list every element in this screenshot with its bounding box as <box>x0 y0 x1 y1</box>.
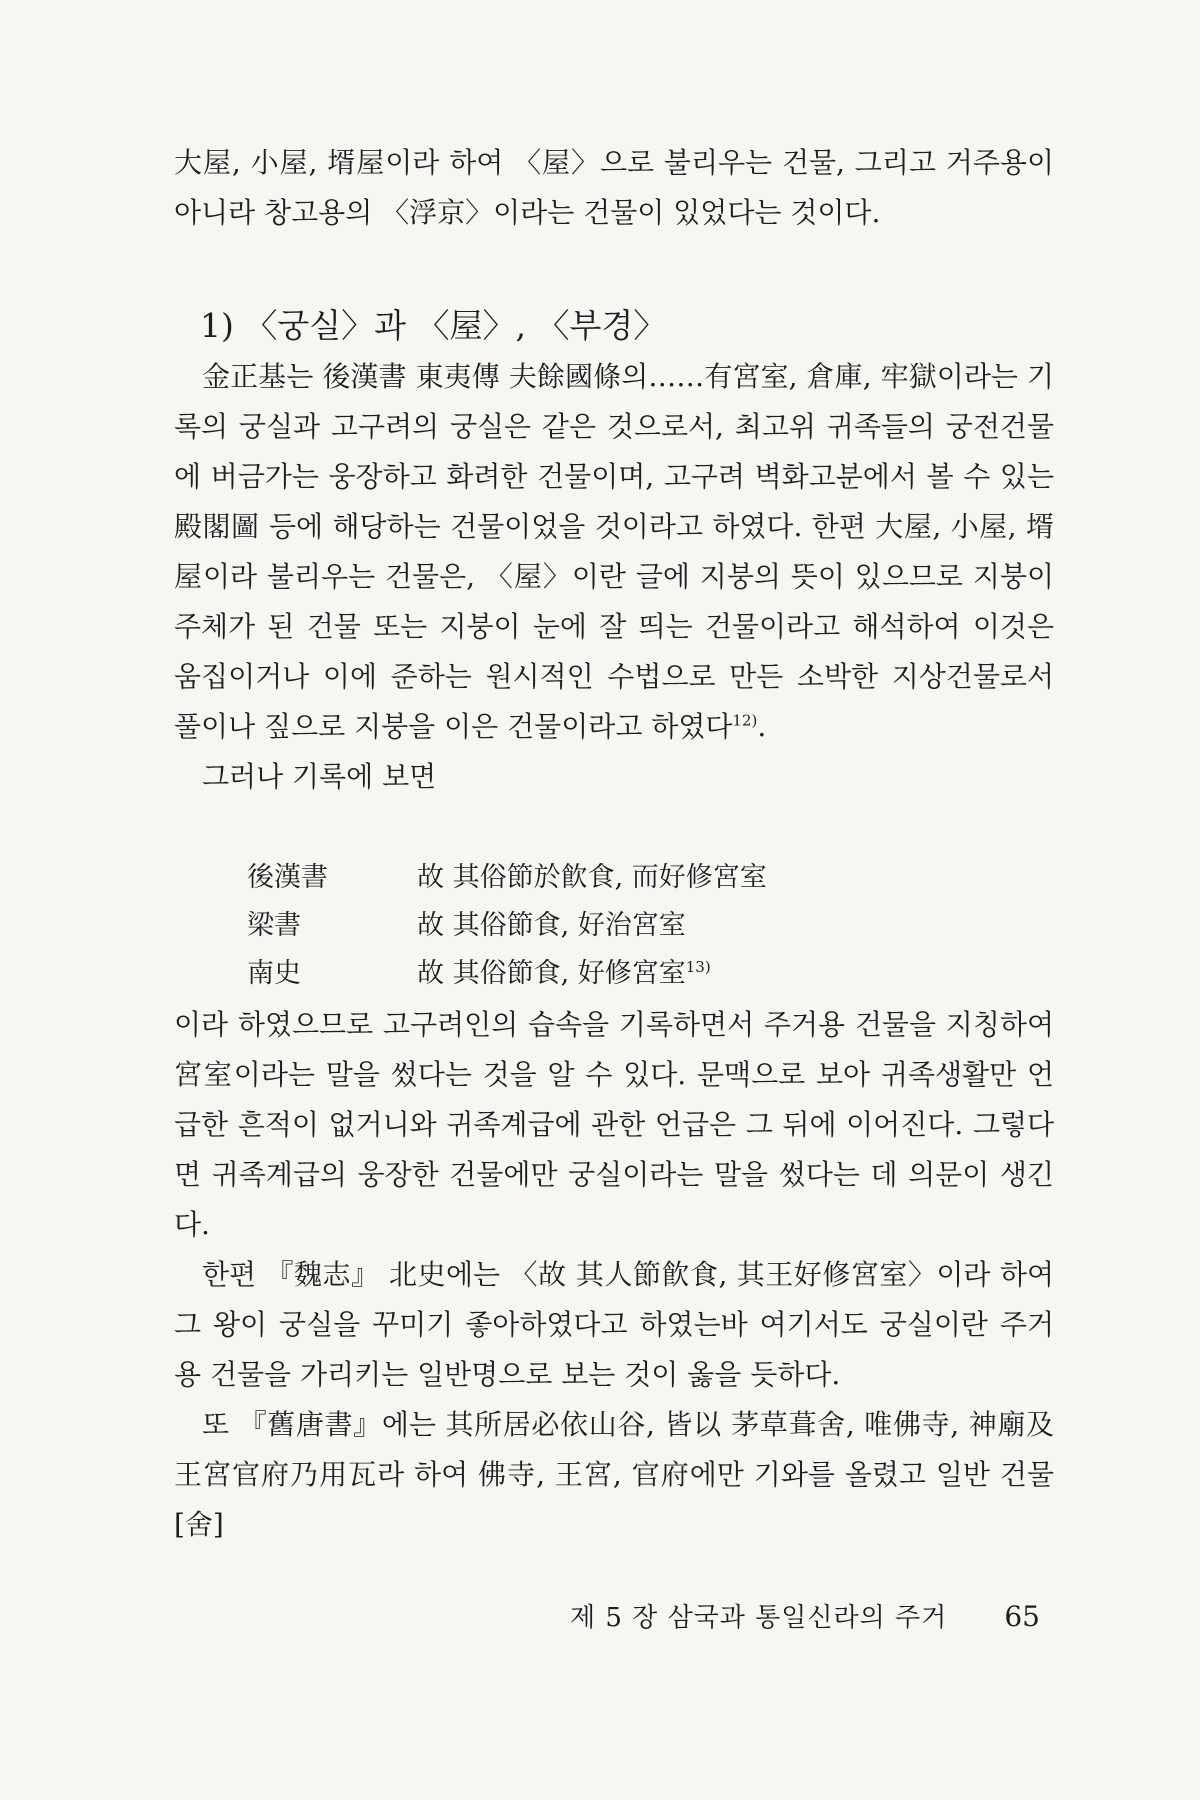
paragraph-end: . <box>757 710 767 743</box>
footnote-ref: 12) <box>732 711 758 730</box>
paragraph-records-intro: 그러나 기록에 보면 <box>202 760 437 793</box>
quote-row <box>247 946 767 994</box>
quote-text-body: 故 其俗節於飮食, 而好修宮室 <box>417 861 767 893</box>
page-number: 65 <box>1004 1600 1040 1633</box>
quote-text <box>417 898 767 946</box>
paragraph-kim-jeonggi <box>174 352 1054 752</box>
page-footer <box>570 1597 1040 1634</box>
quote-source: 南史 <box>247 957 301 989</box>
body-block-1 <box>174 352 1054 802</box>
paragraph-text: 金正基는 後漢書 東夷傳 夫餘國條의……有宮室, 倉庫, 牢獄이라는 기록의 궁실과 고구려의 궁실은 같은 것으로서, 최고위 귀족들의 궁전건물에 버금가는 웅장하고 화려한 건물이며, 고구려 벽화고분에서 볼 수 있는 殿閣圖 등에 해당하는 건물이었을 것이라고 하였다. 한편 大屋, 小屋, 壻屋이라 불리우는 건물은, 〈屋〉이란 글에 지붕의 뜻이 있으므로 지붕이 주체가 된 건물 또는 지붕이 눈에 잘 띄는 건물이라고 해석하여 이것은 움집이거나 이에 준하는 원시적인 수법으로 만든 소박한 지상건물로서 풀이나 짚으로 지붕을 이은 건물이라고 하였다 <box>174 360 1054 743</box>
quote-text-body: 故 其俗節食, 好治宮室 <box>417 909 686 941</box>
quote-row <box>247 850 767 898</box>
quote-text <box>417 946 767 994</box>
intro-paragraph: 大屋, 小屋, 壻屋이라 하여 〈屋〉으로 불리우는 건물, 그리고 거주용이 아니라 창고용의 〈浮京〉이라는 건물이 있었다는 것이다. <box>174 146 1054 229</box>
quote-row <box>247 898 767 946</box>
running-footer-chapter: 제 5 장 삼국과 통일신라의 주거 <box>570 1603 948 1633</box>
paragraph-weizhi: 한편 『魏志』 北史에는 〈故 其人節飮食, 其王好修宮室〉이라 하여 그 왕이 궁실을 꾸미기 좋아하였다고 하였는바 여기서도 궁실이란 주거용 건물을 가리키는 일반명으로 보는 것이 옳을 듯하다. <box>174 1258 1054 1391</box>
quotation-table <box>247 850 767 994</box>
quote-source: 後漢書 <box>247 861 328 893</box>
quote-text-body: 故 其俗節食, 好修宮室 <box>417 957 686 989</box>
footnote-ref: 13) <box>685 957 711 976</box>
paragraph-old-tang: 또 『舊唐書』에는 其所居必依山谷, 皆以 茅草葺舍, 唯佛寺, 神廟及王宮官府乃用瓦라 하여 佛寺, 王宮, 官府에만 기와를 올렸고 일반 건물[舍] <box>174 1408 1054 1541</box>
quote-source: 梁書 <box>247 909 301 941</box>
section-heading: 1) 〈궁실〉과 〈屋〉, 〈부경〉 <box>200 306 667 345</box>
body-block-2 <box>174 1000 1054 1550</box>
paragraph-interpretation: 이라 하였으므로 고구려인의 습속을 기록하면서 주거용 건물을 지칭하여 宮室이라는 말을 썼다는 것을 알 수 있다. 문맥으로 보아 귀족생활만 언급한 흔적이 없거니와 귀족계급에 관한 언급은 그 뒤에 이어진다. 그렇다면 귀족계급의 웅장한 건물에만 궁실이라는 말을 썼다는 데 의문이 생긴다. <box>174 1008 1054 1241</box>
intro-block <box>174 138 1054 238</box>
quote-text <box>417 850 767 898</box>
